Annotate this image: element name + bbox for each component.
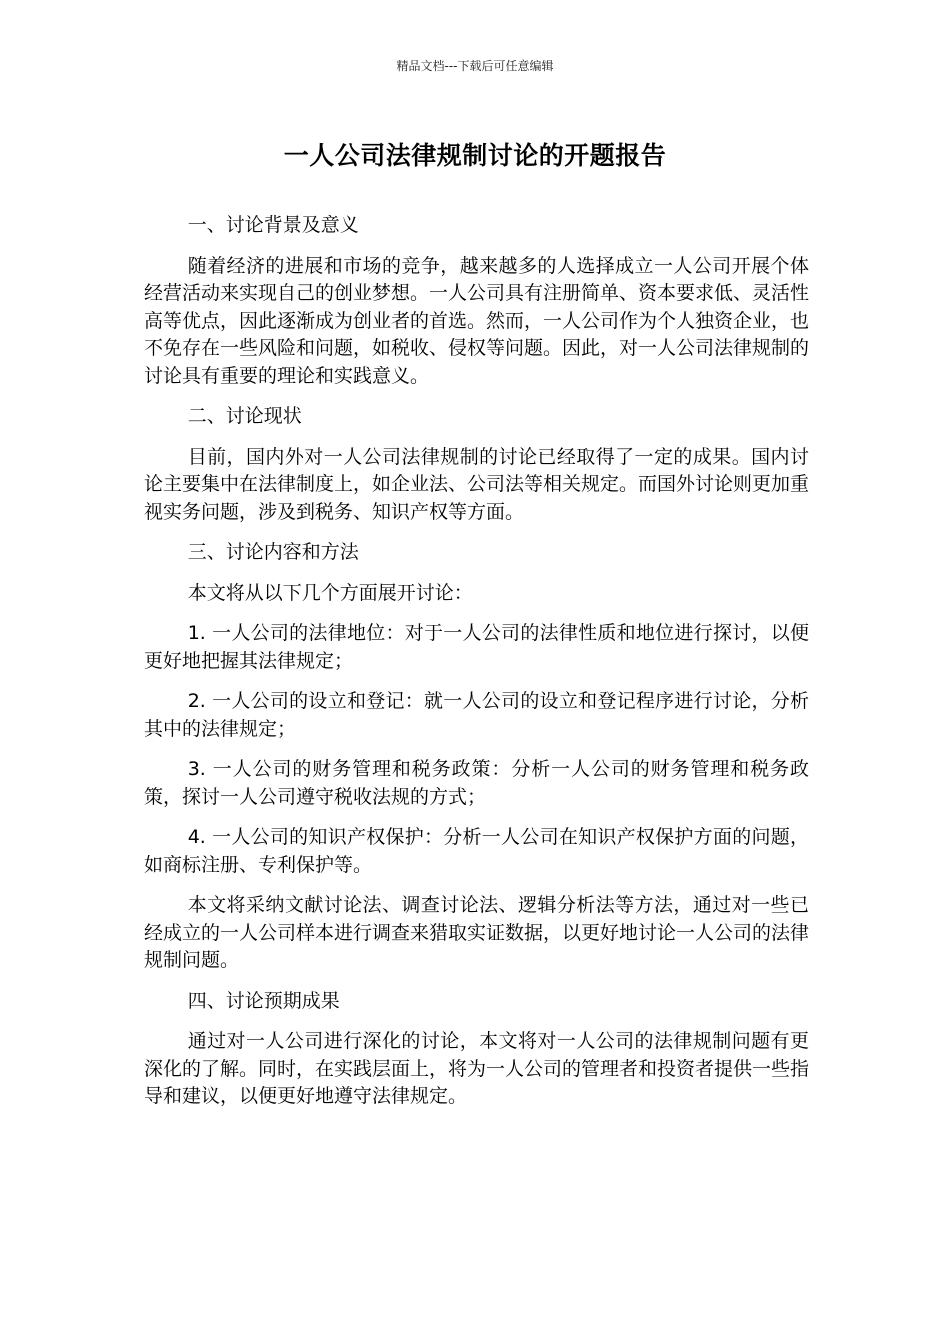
section-2-paragraph: 目前，国内外对一人公司法律规制的讨论已经取得了一定的成果。国内讨论主要集中在法律制度上，如企业法、公司法等相关规定。而国外讨论则更加重视实务问题，涉及到税务、知识产权等方面。 (144, 445, 810, 523)
section-2-heading: 二、讨论现状 (187, 405, 302, 427)
section-4-paragraph: 通过对一人公司进行深化的讨论，本文将对一人公司的法律规制问题有更深化的了解。同时，在实践层面上，将为一人公司的管理者和投资者提供一些指导和建议，以便更好地遵守法律规定。 (144, 1030, 810, 1107)
section-3-heading: 三、讨论内容和方法 (187, 541, 359, 563)
section-3-intro: 本文将从以下几个方面展开讨论： (187, 581, 473, 604)
header-note: 精品文档---下载后可任意编辑 (396, 59, 554, 73)
section-4-heading: 四、讨论预期成果 (187, 989, 340, 1012)
section-3-item-3: 3. 一人公司的财务管理和税务政策：分析一人公司的财务管理和税务政策，探讨一人公司遵守税收法规的方式； (144, 758, 809, 808)
section-3-method: 本文将采纳文献讨论法、调查讨论法、逻辑分析法等方法，通过对一些已经成立的一人公司样本进行调查来猎取实证数据，以更好地讨论一人公司的法律规制问题。 (144, 894, 810, 971)
document-title: 一人公司法律规制讨论的开题报告 (283, 141, 667, 170)
section-1-heading: 一、讨论背景及意义 (187, 214, 359, 236)
section-3-item-1: 1. 一人公司的法律地位：对于一人公司的法律性质和地位进行探讨，以便更好地把握其法律规定； (144, 622, 809, 672)
section-3-item-4: 4. 一人公司的知识产权保护：分析一人公司在知识产权保护方面的问题，如商标注册、专利保护等。 (144, 826, 809, 876)
section-1-paragraph: 随着经济的进展和市场的竞争，越来越多的人选择成立一人公司开展个体经营活动来实现自己的创业梦想。一人公司具有注册简单、资本要求低、灵活性高等优点，因此逐渐成为创业者的首选。然而，一人公司作为个人独资企业，也不免存在一些风险和问题，如税收、侵权等问题。因此，对一人公司法律规制的讨论具有重要的理论和实践意义。 (144, 254, 810, 387)
section-3-item-2: 2. 一人公司的设立和登记：就一人公司的设立和登记程序进行讨论，分析其中的法律规定； (144, 690, 809, 740)
document-body (144, 212, 809, 1124)
